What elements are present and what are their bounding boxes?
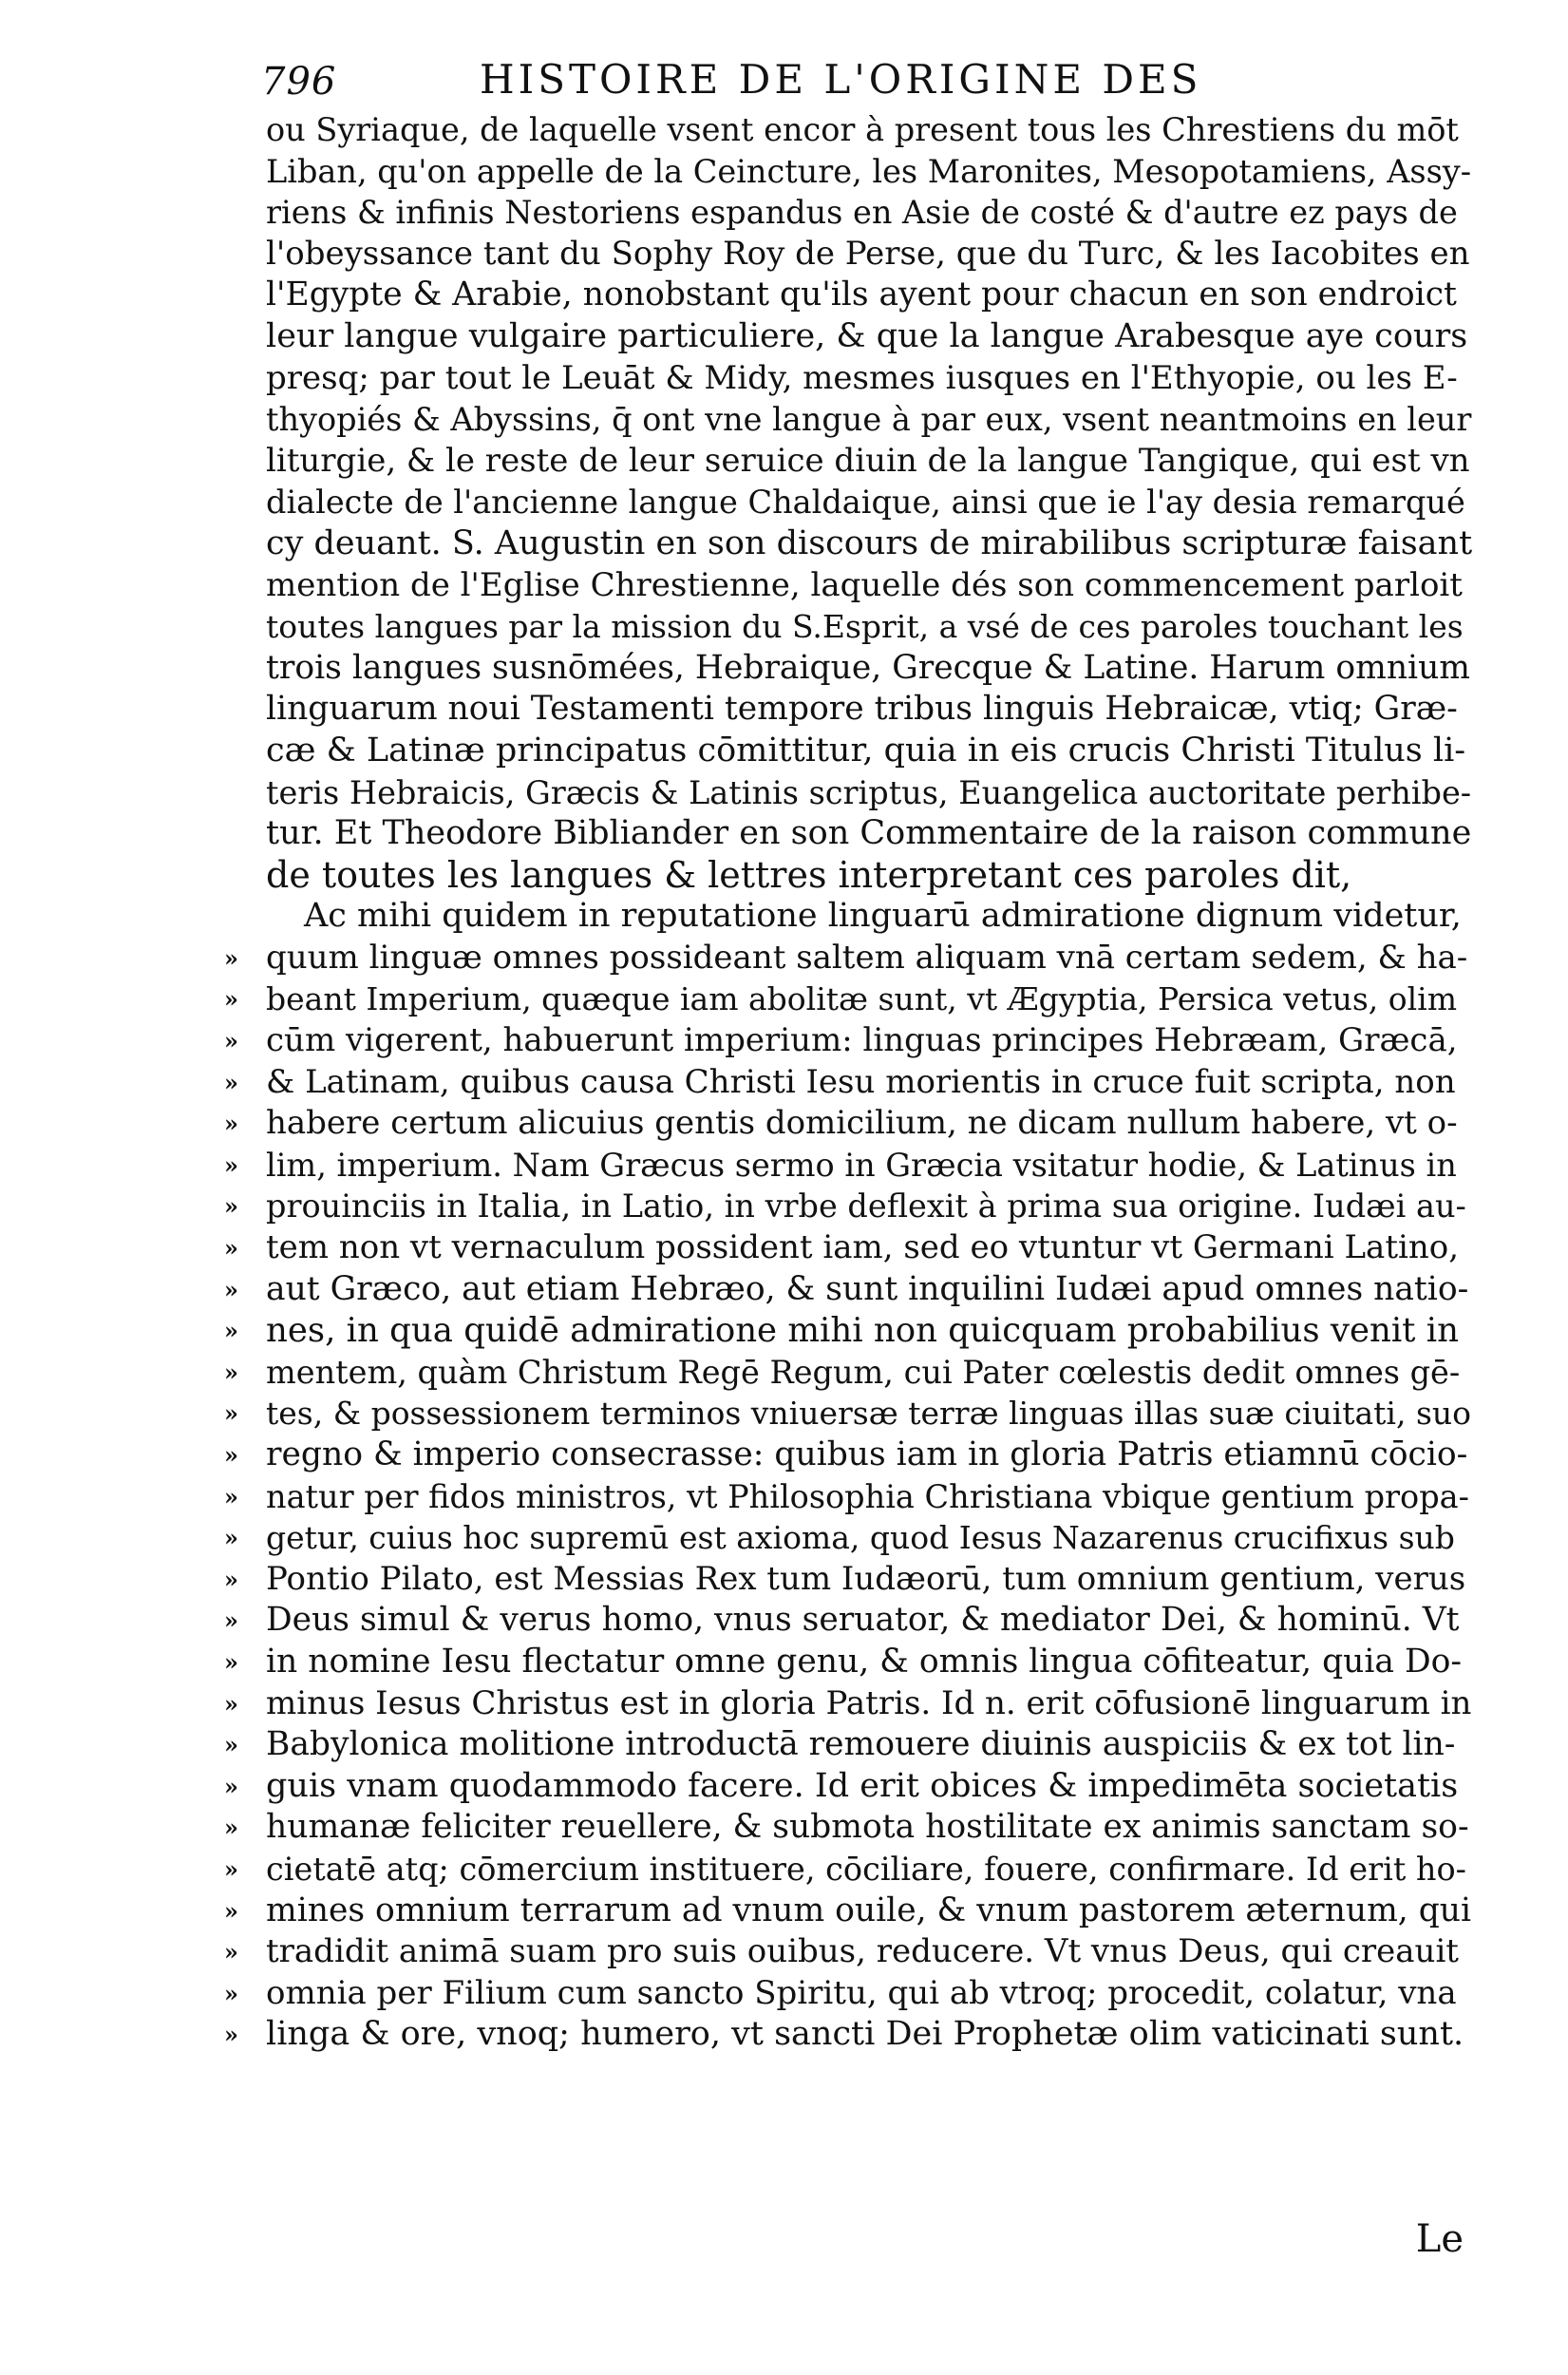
line-text: minus Iesus Christus est in gloria Patris. Id n. erit cōfusionē linguarum in: [266, 1683, 1472, 1722]
line-text: & Latinam, quibus causa Christi Iesu morientis in cruce fuit scripta, non: [266, 1062, 1456, 1101]
text-line: [224, 1807, 1472, 1849]
text-line: [266, 523, 1472, 565]
line-text: trois langues susnōmées, Hebraique, Grecque & Latine. Harum omnium: [266, 648, 1471, 687]
line-text: liturgie, & le reste de leur seruice diuin de la langue Tangique, qui est vn: [266, 441, 1470, 480]
text-line: [266, 565, 1472, 607]
line-text: dialecte de l'ancienne langue Chaldaique, ainsi que ie l'ay desia remarqué: [266, 484, 1465, 522]
text-line: [224, 1600, 1472, 1642]
line-text: in nomine Iesu flectatur omne genu, & omnis lingua cōfiteatur, quia Do-: [266, 1642, 1463, 1681]
line-text: mention de l'Eglise Chrestienne, laquelle dés son commencement parloit: [266, 565, 1463, 604]
line-text: mines omnium terrarum ad vnum ouile, & vnum pastorem æternum, qui: [266, 1890, 1472, 1929]
quotation-mark: »: [224, 1399, 238, 1428]
line-text: tes, & possessionem terminos vniuersæ terræ linguas illas suæ ciuitati, suo: [266, 1395, 1472, 1433]
text-line: [224, 1476, 1472, 1518]
line-text: getur, cuius hoc supremū est axioma, quod Iesus Nazarenus crucifixus sub: [266, 1519, 1455, 1557]
catchword: Le: [1415, 2217, 1464, 2261]
quotation-mark: »: [224, 1482, 238, 1510]
text-line: [266, 606, 1472, 648]
text-line: [266, 813, 1472, 855]
text-line: [266, 109, 1472, 151]
line-text: Deus simul & verus homo, vnus seruator, & mediator Dei, & hominū. Vt: [266, 1601, 1460, 1640]
text-line: [224, 1890, 1472, 1932]
line-text: prouinciis in Italia, in Latio, in vrbe deflexit à prima sua origine. Iudæi au-: [266, 1188, 1466, 1226]
line-text: Liban, qu'on appelle de la Ceincture, les Maronites, Mesopotamiens, Assy-: [266, 152, 1472, 190]
text-line: [224, 1931, 1472, 1973]
body-text: [224, 109, 1472, 2056]
quotation-mark: »: [224, 2021, 238, 2049]
quotation-mark: »: [224, 1565, 238, 1593]
quotation-mark: »: [224, 1896, 238, 1925]
text-line: [224, 1020, 1472, 1062]
text-line: [224, 1269, 1472, 1311]
page-header: [261, 52, 1334, 109]
quotation-mark: »: [224, 1275, 238, 1303]
line-text: cæ & Latinæ principatus cōmittitur, quia in eis crucis Christi Titulus li-: [266, 731, 1466, 770]
line-text: l'Egypte & Arabie, nonobstant qu'ils ayent pour chacun en son endroict: [266, 276, 1457, 314]
text-line: [266, 358, 1472, 400]
quotation-mark: »: [224, 985, 238, 1014]
quotation-mark: »: [224, 1854, 238, 1883]
quotation-mark: »: [224, 1441, 238, 1469]
text-line: [266, 234, 1472, 276]
line-text: Pontio Pilato, est Messias Rex tum Iudæorū, tum omnium gentium, verus: [266, 1559, 1466, 1598]
page-number: 796: [261, 60, 337, 104]
text-line: [224, 1352, 1472, 1394]
text-line: [224, 1103, 1472, 1145]
line-text: regno & imperio consecrasse: quibus iam in gloria Patris etiamnū cōcio-: [266, 1435, 1468, 1473]
text-line: [224, 1145, 1472, 1187]
text-line: [224, 1310, 1472, 1352]
text-line: [224, 1186, 1472, 1227]
line-text: omnia per Filium cum sancto Spiritu, qui ab vtroq; procedit, colatur, vna: [266, 1973, 1457, 2012]
line-text: tur. Et Theodore Bibliander en son Commentaire de la raison commune: [266, 814, 1472, 853]
text-line: [266, 399, 1472, 441]
text-line: [266, 482, 1472, 523]
line-text: aut Græco, aut etiam Hebræo, & sunt inquilini Iudæi apud omnes natio-: [266, 1269, 1469, 1308]
line-text: guis vnam quodammodo facere. Id erit obices & impedimēta societatis: [266, 1766, 1459, 1805]
line-text: leur langue vulgaire particuliere, & que la langue Arabesque aye cours: [266, 316, 1468, 355]
text-line: [224, 1642, 1472, 1683]
text-line: [224, 1849, 1472, 1890]
text-line: [266, 441, 1472, 483]
line-text: linguarum noui Testamenti tempore tribus linguis Hebraicæ, vtiq; Græ-: [266, 690, 1458, 729]
text-line: [224, 1683, 1472, 1725]
quotation-mark: »: [224, 1647, 238, 1676]
text-line: [224, 938, 1472, 979]
text-line: [266, 648, 1472, 690]
text-line: [224, 1973, 1472, 2015]
quotation-mark: »: [224, 1068, 238, 1096]
quotation-mark: »: [224, 1524, 238, 1552]
quotation-mark: »: [224, 1814, 238, 1842]
line-text: beant Imperium, quæque iam abolitæ sunt, vt Ægyptia, Persica vetus, olim: [266, 980, 1458, 1018]
text-line: [224, 1724, 1472, 1766]
line-text: toutes langues par la mission du S.Esprit, a vsé de ces paroles touchant les: [266, 608, 1464, 646]
line-text: thyopiés & Abyssins, q̄ ont vne langue à par eux, vsent neantmoins en leur: [266, 401, 1472, 439]
quotation-mark: »: [224, 1317, 238, 1345]
text-line: [266, 316, 1472, 358]
quotation-mark: »: [224, 1027, 238, 1055]
line-text: ou Syriaque, de laquelle vsent encor à present tous les Chrestiens du mōt: [266, 111, 1459, 148]
line-text: nes, in qua quidē admiratione mihi non quicquam probabilius venit in: [266, 1311, 1459, 1351]
line-text: habere certum alicuius gentis domicilium, ne dicam nullum habere, vt o-: [266, 1104, 1458, 1143]
quotation-mark: »: [224, 1689, 238, 1718]
line-text: cūm vigerent, habuerunt imperium: linguas principes Hebræam, Græcā,: [266, 1021, 1458, 1060]
text-line: [266, 772, 1472, 814]
text-line: [224, 2014, 1472, 2056]
text-line: [224, 1559, 1472, 1601]
text-line: [224, 1393, 1472, 1434]
quotation-mark: »: [224, 943, 238, 972]
quotation-mark: »: [224, 1772, 238, 1800]
text-line: [266, 151, 1472, 193]
line-text: quum linguæ omnes possideant saltem aliquam vnā certam sedem, & ha-: [266, 938, 1468, 977]
text-line: [224, 1517, 1472, 1559]
quotation-mark: »: [224, 1358, 238, 1386]
line-text: tradidit animā suam pro suis ouibus, reducere. Vt vnus Deus, qui creauit: [266, 1932, 1459, 1971]
line-text: l'obeyssance tant du Sophy Roy de Perse, que du Turc, & les Iacobites en: [266, 234, 1470, 273]
text-line: [224, 1766, 1472, 1808]
line-text: tem non vt vernaculum possident iam, sed eo vtuntur vt Germani Latino,: [266, 1228, 1460, 1267]
text-line: [266, 855, 1472, 897]
text-line: [266, 275, 1472, 316]
line-text: Ac mihi quidem in reputatione linguarū admiratione dignum videtur,: [304, 897, 1462, 936]
text-line: [224, 1434, 1472, 1476]
quotation-mark: »: [224, 1110, 238, 1138]
text-line: [266, 689, 1472, 731]
line-text: humanæ feliciter reuellere, & submota hostilitate ex animis sanctam so-: [266, 1808, 1469, 1847]
text-line: [224, 1062, 1472, 1104]
text-line: [266, 896, 1472, 938]
line-text: linga & ore, vnoq; humero, vt sancti Dei Prophetæ olim vaticinati sunt.: [266, 2015, 1464, 2054]
running-title: HISTOIRE DE L'ORIGINE DES: [480, 56, 1202, 103]
quotation-mark: »: [224, 1979, 238, 2007]
quotation-mark: »: [224, 1731, 238, 1759]
line-text: riens & infinis Nestoriens espandus en Asie de costé & d'autre ez pays de: [266, 194, 1458, 232]
quotation-mark: »: [224, 1938, 238, 1966]
text-line: [266, 731, 1472, 772]
quotation-mark: »: [224, 1192, 238, 1221]
quotation-mark: »: [224, 1234, 238, 1263]
line-text: Babylonica molitione introductā remouere diuinis auspiciis & ex tot lin-: [266, 1725, 1456, 1764]
text-line: [224, 978, 1472, 1020]
line-text: cietatē atq; cōmercium instituere, cōciliare, fouere, confirmare. Id erit ho-: [266, 1850, 1466, 1888]
line-text: de toutes les langues & lettres interpretant ces paroles dit,: [266, 854, 1352, 896]
line-text: teris Hebraicis, Græcis & Latinis scriptus, Euangelica auctoritate perhibe-: [266, 773, 1472, 811]
line-text: mentem, quàm Christum Regē Regum, cui Pater cœlestis dedit omnes gē-: [266, 1353, 1461, 1391]
line-text: natur per fidos ministros, vt Philosophia Christiana vbique gentium propa-: [266, 1477, 1469, 1515]
line-text: cy deuant. S. Augustin en son discours de mirabilibus scripturæ faisant: [266, 523, 1472, 562]
line-text: lim, imperium. Nam Græcus sermo in Græcia vsitatur hodie, & Latinus in: [266, 1146, 1457, 1184]
text-line: [224, 1227, 1472, 1269]
line-text: presq; par tout le Leuāt & Midy, mesmes iusques en l'Ethyopie, ou les E-: [266, 358, 1458, 397]
quotation-mark: »: [224, 1150, 238, 1179]
text-line: [266, 192, 1472, 234]
quotation-mark: »: [224, 1606, 238, 1635]
